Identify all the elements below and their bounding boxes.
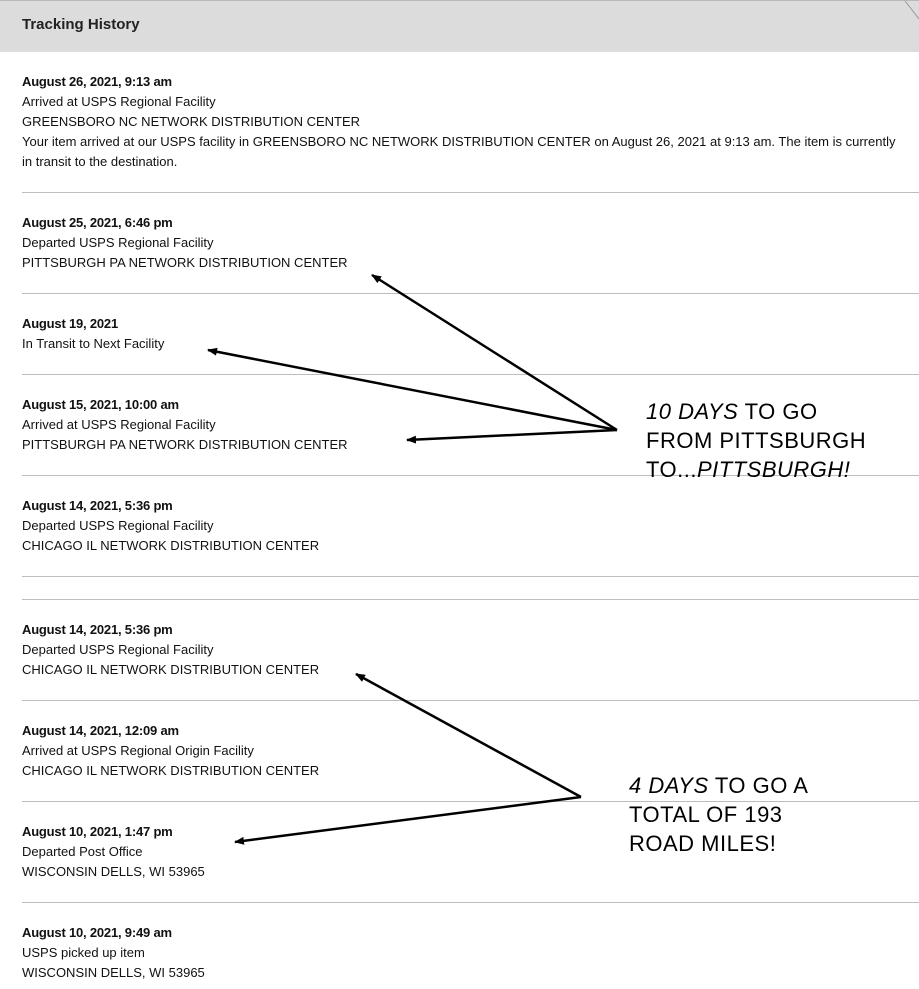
event-date: August 14, 2021, 12:09 am	[22, 723, 179, 738]
event-location: CHICAGO IL NETWORK DISTRIBUTION CENTER	[22, 662, 320, 677]
event-status: Departed Post Office	[22, 844, 143, 859]
event-status: Arrived at USPS Regional Facility	[22, 94, 216, 109]
event-status: Departed USPS Regional Facility	[22, 235, 214, 250]
annotation-text: TO...	[646, 457, 697, 482]
event-location: CHICAGO IL NETWORK DISTRIBUTION CENTER	[22, 763, 320, 778]
event-date: August 26, 2021, 9:13 am	[22, 74, 172, 89]
event-date: August 15, 2021, 10:00 am	[22, 397, 179, 412]
event-status: USPS picked up item	[22, 945, 145, 960]
event-location: WISCONSIN DELLS, WI 53965	[22, 965, 205, 980]
event-date: August 10, 2021, 1:47 pm	[22, 824, 173, 839]
arrow-to-wisconsin-departed	[235, 797, 581, 842]
event-location: GREENSBORO NC NETWORK DISTRIBUTION CENTER	[22, 114, 361, 129]
event-status: Arrived at USPS Regional Origin Facility	[22, 743, 254, 758]
annotation-text: FROM PITTSBURGH	[646, 428, 867, 453]
event-location: WISCONSIN DELLS, WI 53965	[22, 864, 205, 879]
event-status: Departed USPS Regional Facility	[22, 642, 214, 657]
event-location: CHICAGO IL NETWORK DISTRIBUTION CENTER	[22, 538, 320, 553]
event-location: PITTSBURGH PA NETWORK DISTRIBUTION CENTER	[22, 255, 348, 270]
event-status: Departed USPS Regional Facility	[22, 518, 214, 533]
annotation-text: ROAD MILES!	[629, 831, 777, 856]
arrow-to-chicago-departed	[356, 674, 581, 797]
annotation-road-miles	[629, 771, 808, 858]
annotation-text: TO GO	[738, 399, 818, 424]
annotation-emphasis: 10 DAYS	[646, 399, 739, 424]
event-location: PITTSBURGH PA NETWORK DISTRIBUTION CENTER	[22, 437, 348, 452]
annotation-emphasis: PITTSBURGH!	[697, 457, 851, 482]
annotation-emphasis: 4 DAYS	[629, 773, 709, 798]
arrow-to-pittsburgh-arrived	[407, 430, 617, 440]
event-detail: Your item arrived at our USPS facility in GREENSBORO NC NETWORK DISTRIBUTION CENTER on August 26, 2021 at 9:13 am. The item is currently in transit to the destination.	[22, 134, 896, 169]
event-date: August 25, 2021, 6:46 pm	[22, 215, 173, 230]
event-date: August 14, 2021, 5:36 pm	[22, 498, 173, 513]
event-date: August 10, 2021, 9:49 am	[22, 925, 172, 940]
annotation-text: TOTAL OF 193	[629, 802, 783, 827]
annotation-text: TO GO A	[708, 773, 809, 798]
event-status: Arrived at USPS Regional Facility	[22, 417, 216, 432]
event-date: August 19, 2021	[22, 316, 118, 331]
event-status: In Transit to Next Facility	[22, 336, 165, 351]
event-date: August 14, 2021, 5:36 pm	[22, 622, 173, 637]
header-title: Tracking History	[22, 16, 140, 33]
annotation-pittsburgh	[646, 397, 866, 484]
